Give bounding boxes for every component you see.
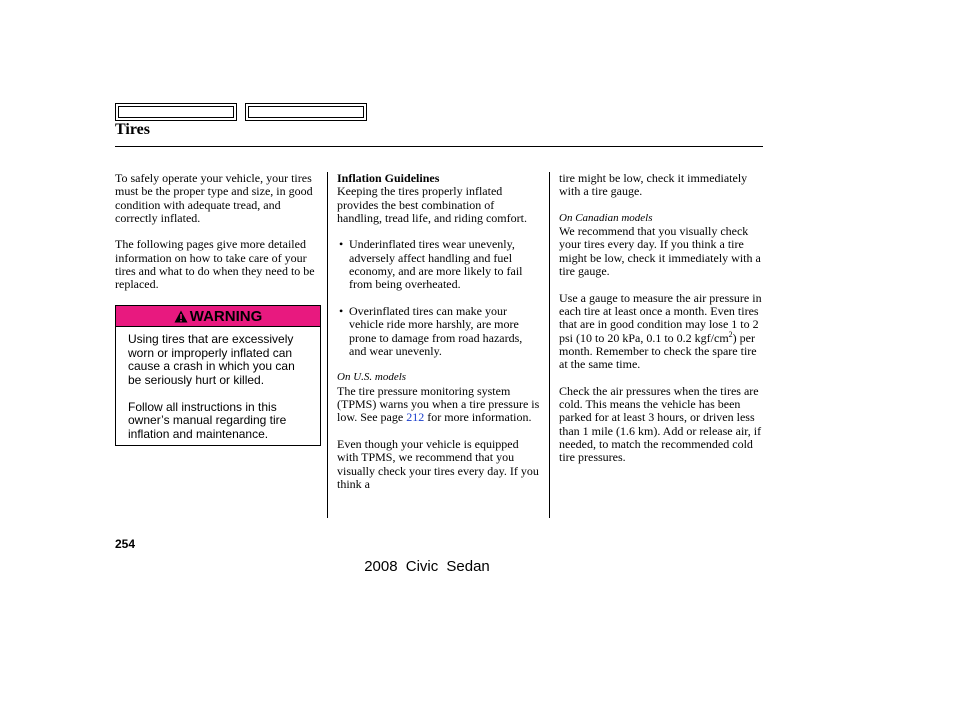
title-rule [115,146,763,147]
gauge-superscript: 2 [728,329,733,339]
gauge-text: Use a gauge to measure the air pressure in each tire at least once a month. Even tires that are in good condition may lose 1 to 2 psi (10 to 20 kPa, 0.1 to 0.2 kgf/cm [559,290,762,345]
column-divider-1 [327,172,328,518]
warning-text-1: Using tires that are excessively worn or improperly inflated can cause a crash in which you can be seriously hurt or killed. [128,332,295,387]
tpms-text-end: for more information. [424,410,532,425]
warning-header [116,306,320,327]
tpms-paragraph [337,385,542,425]
tpms-text: The tire pressure monitoring system (TPMS) warns you when a tire pressure is low. See page [337,383,540,425]
warning-body [116,327,320,441]
inflation-intro: Keeping the tires properly inflated provides the best combination of handling, tread life, and riding comfort. [337,184,527,225]
column-divider-2 [549,172,550,518]
gauge-text-end: ) per month. Remember to check the spare tire at the same time. [559,330,757,372]
column-2 [337,172,542,504]
header-tab-2 [245,103,367,121]
page-number: 254 [115,537,136,551]
cold-tires-paragraph: Check the air pressures when the tires are cold. This means the vehicle has been parked for at least 3 hours, or driven less than 1 mile (1.6 km). Add or release air, if needed, to match the recommended cold tire pressures. [559,383,762,465]
canadian-paragraph: We recommend that you visually check your tires every day. If you think a tire might be low, check it immediately with a tire gauge. [559,224,761,279]
inflation-bullet-list [337,238,542,358]
bullet-underinflated: • Underinflated tires wear unevenly, adversely affect handling and fuel economy, and are more likely to fail from being overheated. [337,238,542,291]
section-title: Tires [115,121,150,138]
inflation-guidelines-heading: Inflation Guidelines [337,171,440,185]
care-paragraph: The following pages give more detailed information on how to take care of your tires and what to do when they need to be replaced. [115,237,315,292]
page-212-link[interactable]: 212 [406,410,425,425]
footer-model-name: 2008 Civic Sedan [364,558,490,575]
warning-label: WARNING [189,307,263,325]
visual-check-paragraph: Even though your vehicle is equipped with TPMS, we recommend that you visually check your tires every day. If you think a [337,436,539,491]
intro-paragraph: To safely operate your vehicle, your tires must be the proper type and size, in good condition with adequate tread, and correctly inflated. [115,171,313,225]
warning-box [115,305,321,446]
column-3 [559,172,764,478]
gauge-paragraph [559,292,764,372]
bullet-overinflated: • Overinflated tires can make your vehicle ride more harshly, are more prone to damage from road hazards, and wear unevenly. [337,305,542,358]
warning-text-2: Follow all instructions in this owner’s manual regarding tire inflation and maintenance. [128,399,287,441]
header-tab-1 [115,103,237,121]
column-1 [115,172,320,305]
continued-paragraph: tire might be low, check it immediately with a tire gauge. [559,171,748,199]
us-models-note: On U.S. models [337,371,407,384]
warning-triangle-icon [174,310,188,323]
canadian-models-note: On Canadian models [559,211,653,224]
